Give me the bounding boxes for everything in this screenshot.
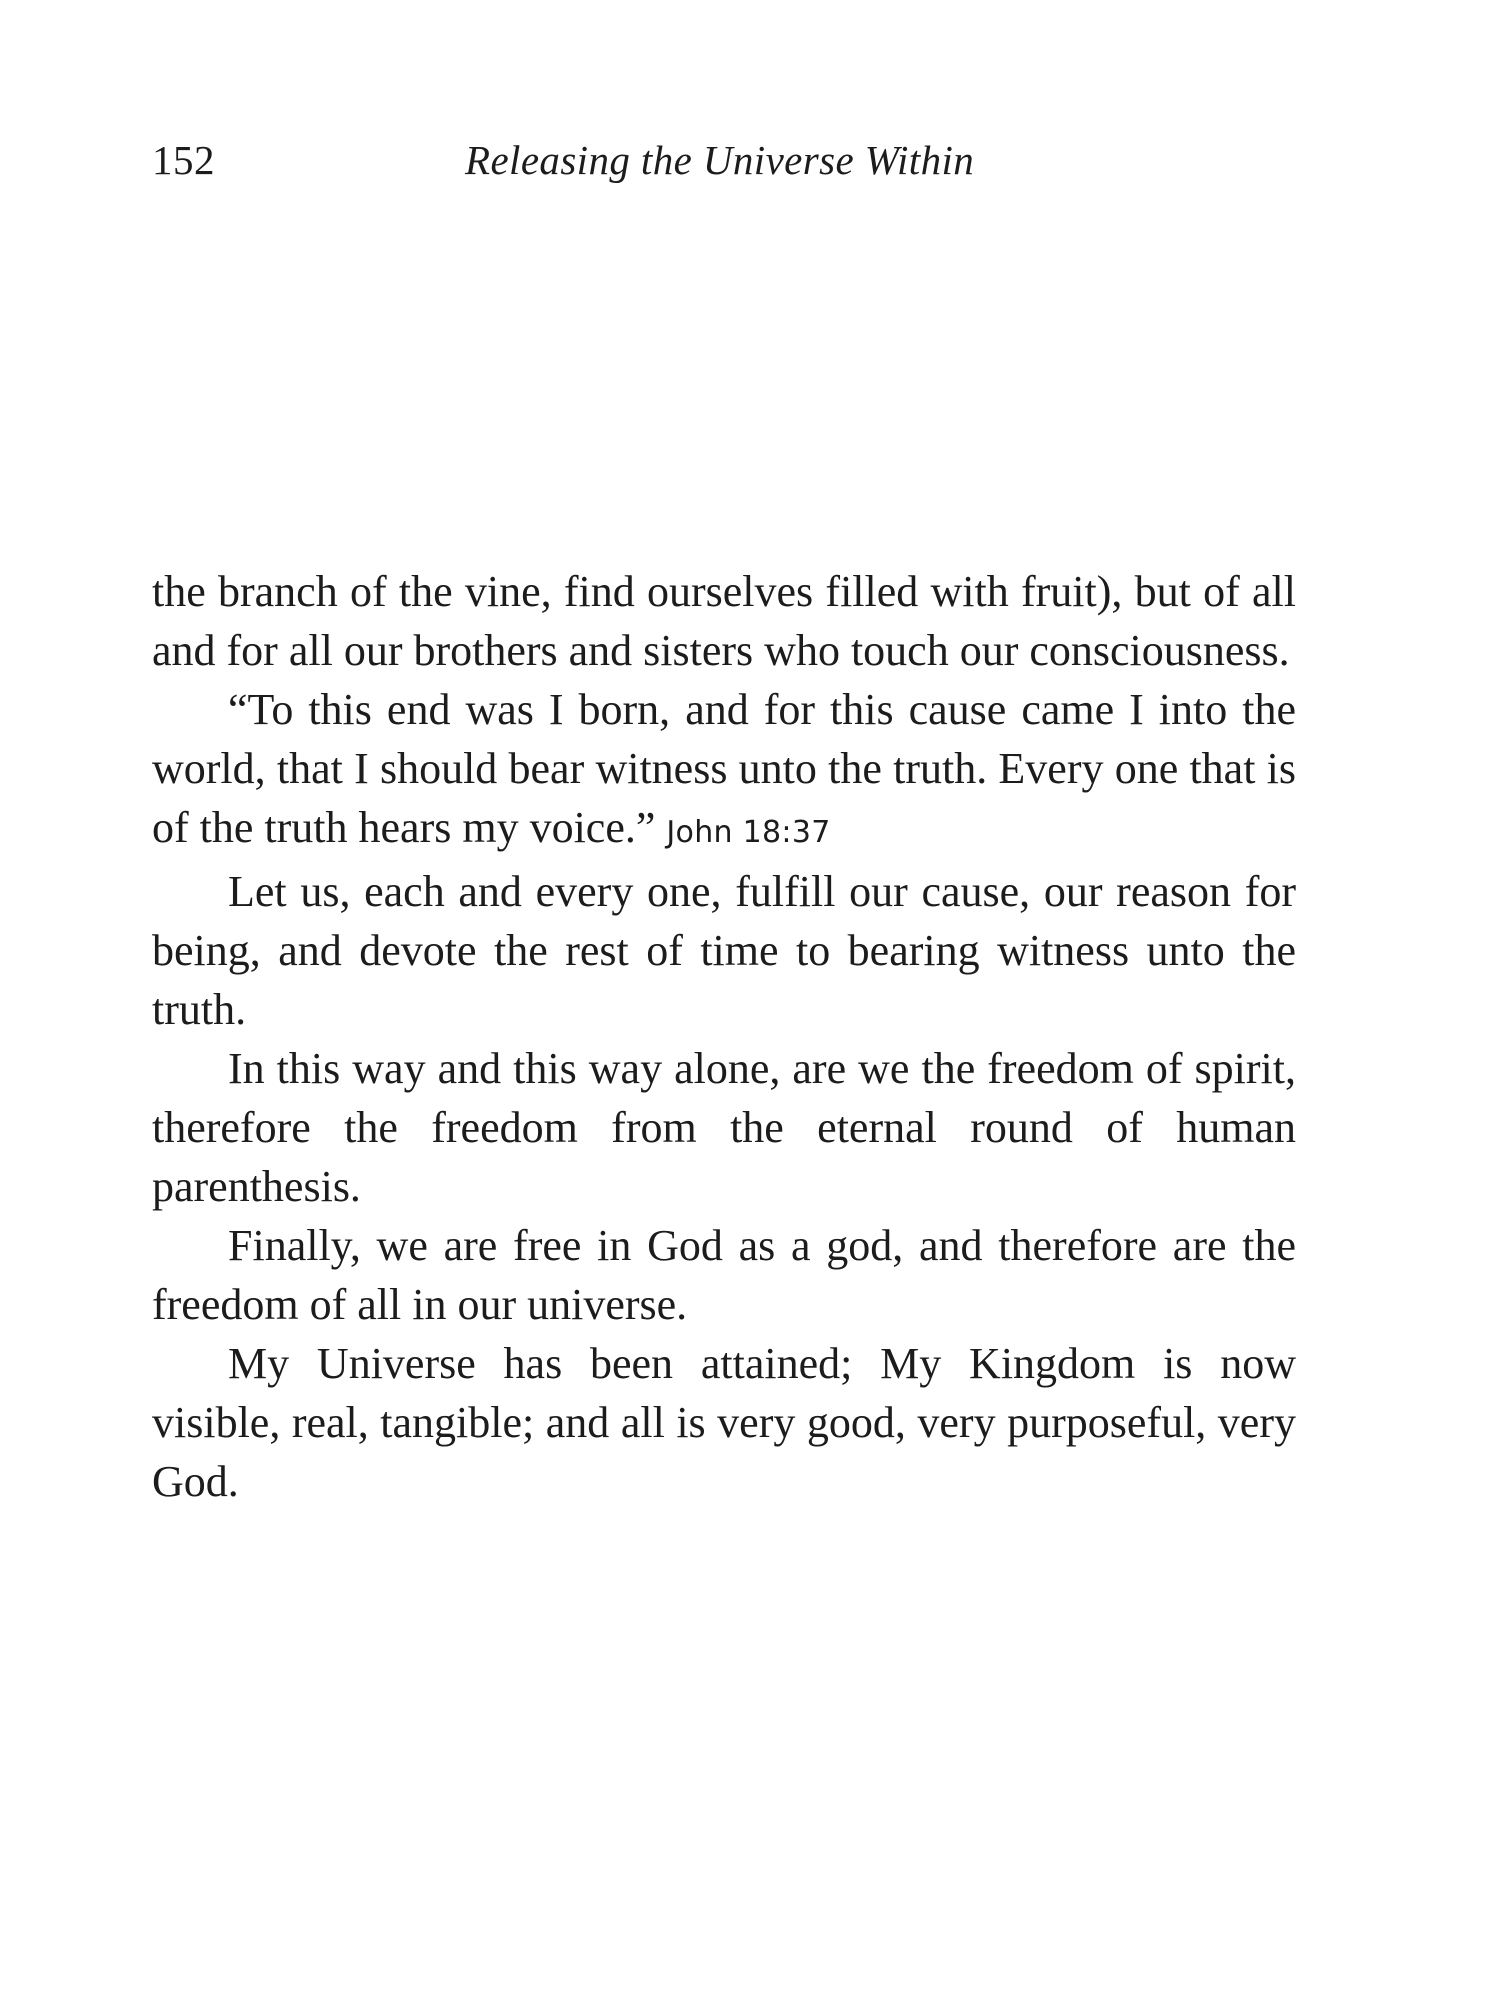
paragraph-scripture-quote (152, 680, 1296, 862)
paragraph-text: Let us, each and every one, fulfill our cause, our reason for being, and devote the rest of time to bearing witness unto the truth. (152, 867, 1296, 1034)
paragraph-text: the branch of the vine, find ourselves filled with fruit), but of all and for all our brothers and sisters who touch our consciousness. (152, 567, 1296, 675)
paragraph (152, 1039, 1296, 1216)
paragraph (152, 862, 1296, 1039)
scripture-citation: John 18:37 (666, 815, 831, 850)
paragraph (152, 1216, 1296, 1334)
paragraph-text: Finally, we are free in God as a god, and therefore are the freedom of all in our universe. (152, 1221, 1296, 1329)
paragraph-closing (152, 1334, 1296, 1511)
page-number: 152 (152, 137, 215, 183)
body-text (152, 562, 1296, 1511)
paragraph-text: My Universe has been attained; My Kingdom is now visible, real, tangible; and all is very good, very purposeful, very God. (152, 1339, 1296, 1506)
quote-text: “To this end was I born, and for this cause came I into the world, that I should bear witness unto the truth. Every one that is of the truth hears my voice.” (152, 685, 1296, 852)
paragraph-text: In this way and this way alone, are we the freedom of spirit, therefore the freedom from the eternal round of human parenthesis. (152, 1044, 1296, 1211)
running-head-title: Releasing the Universe Within (465, 137, 975, 183)
paragraph-continuation (152, 562, 1296, 680)
